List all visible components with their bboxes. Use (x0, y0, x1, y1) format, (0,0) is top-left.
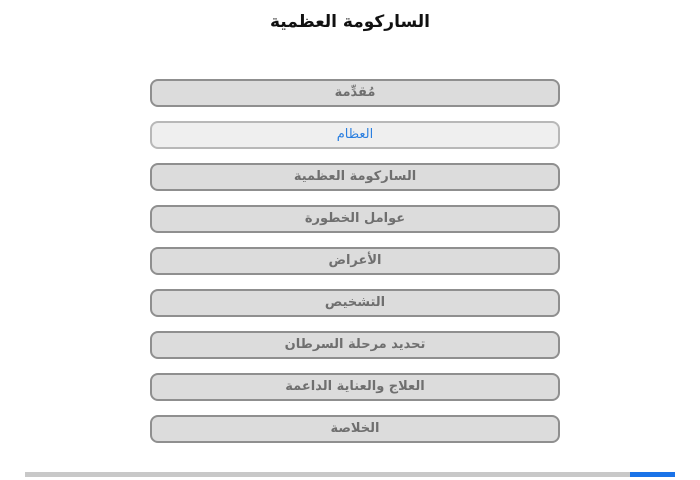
menu-item-staging[interactable]: تحديد مرحلة السرطان (150, 331, 560, 359)
menu-item-osteosarcoma[interactable]: الساركومة العظمية (150, 163, 560, 191)
menu-item-diagnosis[interactable]: التشخيص (150, 289, 560, 317)
menu-item-treatment[interactable]: العلاج والعناية الداعمة (150, 373, 560, 401)
menu-item-summary[interactable]: الخلاصة (150, 415, 560, 443)
menu-item-symptoms[interactable]: الأعراض (150, 247, 560, 275)
progress-fill (630, 472, 676, 477)
menu-item-risk-factors[interactable]: عوامل الخطورة (150, 205, 560, 233)
progress-bar (25, 472, 675, 477)
menu-item-bones[interactable]: العظام (150, 121, 560, 149)
menu-item-introduction[interactable]: مُقدِّمة (150, 79, 560, 107)
chapter-menu (150, 79, 560, 457)
page-title: الساركومة العظمية (270, 12, 430, 32)
